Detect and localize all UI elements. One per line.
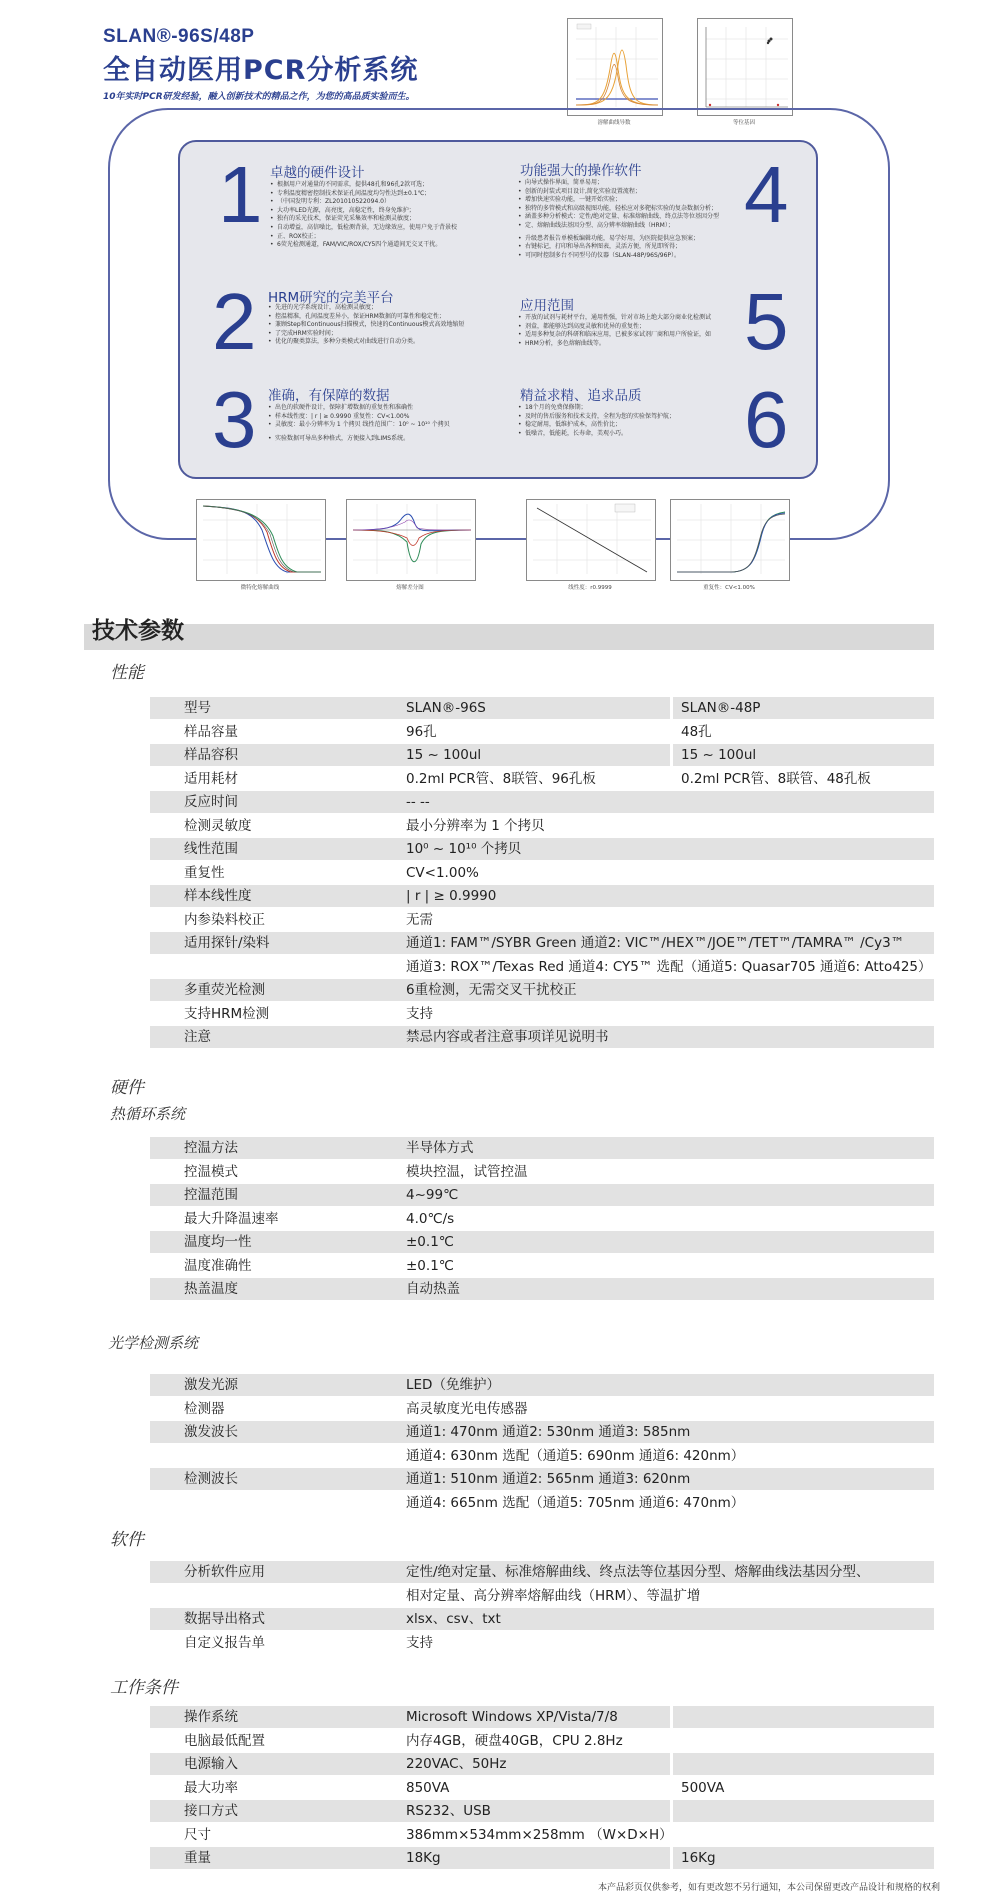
- melt-derivative-thumbnail: [567, 18, 663, 116]
- feature-bullet: • 创新的封装式项目设计,简化实验设置流程；: [518, 188, 719, 197]
- spec-row: [150, 1561, 934, 1583]
- spec-label: 热盖温度: [184, 1281, 238, 1297]
- feature-title: 应用范围: [520, 298, 574, 314]
- spec-label: 温度均一性: [184, 1234, 252, 1250]
- spec-value: 通道1: 510nm 通道2: 565nm 通道3: 620nm: [406, 1471, 691, 1487]
- product-model: SLAN®-96S/48P: [103, 26, 255, 47]
- spec-value: ±0.1℃: [406, 1234, 454, 1250]
- spec-label: 线性范围: [184, 841, 238, 857]
- spec-value: 通道4: 630nm 选配（通道5: 690nm 通道6: 420nm）: [406, 1447, 745, 1464]
- spec-label: 注意: [184, 1029, 211, 1045]
- spec-value-alt: 48孔: [670, 721, 712, 743]
- spec-value: -- --: [406, 794, 430, 810]
- spec-label: 最大功率: [184, 1779, 238, 1796]
- spec-row: [150, 1706, 934, 1728]
- spec-label: 最大升降温速率: [184, 1210, 279, 1227]
- section-software: 软件: [110, 1530, 144, 1550]
- spec-value: 半导体方式: [406, 1140, 474, 1156]
- allele-thumbnail: [697, 18, 793, 116]
- spec-value: ±0.1℃: [406, 1257, 454, 1274]
- spec-label: 控温模式: [184, 1163, 238, 1180]
- spec-label: 检测灵敏度: [184, 817, 252, 834]
- melt-difference-thumbnail: [346, 499, 476, 581]
- spec-value: xlsx、csv、txt: [406, 1611, 501, 1627]
- spec-label: 重量: [184, 1850, 211, 1866]
- spec-title: 技术参数: [92, 618, 184, 644]
- feature-bullet: • 剂盒，都能够达到高度灵敏和优异的重复性；: [518, 323, 711, 332]
- spec-value: 4.0℃/s: [406, 1210, 455, 1227]
- feature-number: 2: [212, 277, 257, 366]
- feature-number: 3: [212, 375, 257, 464]
- spec-row: [150, 1374, 934, 1396]
- spec-value: 禁忌内容或者注意事项详见说明书: [406, 1029, 609, 1045]
- spec-label: 检测波长: [184, 1471, 238, 1487]
- feature-bullets: [518, 179, 719, 260]
- spec-label: 重复性: [184, 864, 225, 881]
- spec-label: 样品容量: [184, 723, 238, 740]
- feature-title: 卓越的硬件设计: [270, 165, 365, 181]
- spec-value: 模块控温，试管控温: [406, 1163, 528, 1180]
- melt-curve-thumbnail: [196, 499, 326, 581]
- feature-bullet: • 了完成HRM实验时间；: [268, 330, 464, 339]
- spec-label: 操作系统: [184, 1709, 238, 1725]
- spec-value: 自动热盖: [406, 1281, 460, 1297]
- feature-number: 4: [744, 150, 789, 239]
- spec-value: 850VA: [406, 1779, 450, 1796]
- spec-row: [150, 1208, 934, 1230]
- spec-label: 型号: [184, 700, 211, 716]
- spec-row: [150, 1492, 934, 1514]
- spec-label: 分析软件应用: [184, 1564, 265, 1580]
- feature-title: HRM研究的完美平台: [268, 290, 394, 306]
- spec-value-alt: 16Kg: [670, 1847, 716, 1869]
- spec-value: 0.2ml PCR管、8联管、96孔板: [406, 770, 596, 787]
- spec-row: [150, 1824, 934, 1846]
- feature-bullet: • 先进的光学系统设计，高检测灵敏度；: [268, 304, 464, 313]
- spec-value-alt: [670, 1730, 681, 1752]
- spec-value: RS232、USB: [406, 1803, 491, 1819]
- spec-label: 反应时间: [184, 794, 238, 810]
- spec-row: [150, 1137, 934, 1159]
- feature-bullet: • 实验数据可导出多种格式，方便接入到LIMS系统。: [268, 435, 450, 444]
- feature-bullets: [268, 404, 450, 443]
- spec-row: [150, 1468, 934, 1490]
- spec-row: [150, 1632, 934, 1654]
- section-thermal: 热循环系统: [110, 1105, 186, 1123]
- spec-row: [150, 1585, 934, 1607]
- spec-value: 支持: [406, 1634, 433, 1651]
- spec-label: 电源输入: [184, 1756, 238, 1772]
- spec-value: 内存4GB，硬盘40GB，CPU 2.8Hz: [406, 1732, 623, 1749]
- feature-bullet: • 可同时控制多台不同型号的仪器（SLAN-48P/96S/96P）。: [518, 252, 719, 261]
- spec-value: 通道1: FAM™/SYBR Green 通道2: VIC™/HEX™/JOE™/TET™/TAMRA™ /Cy3™: [406, 935, 905, 951]
- feature-bullet: • 增加快速实验功能，一键开始实验；: [518, 196, 719, 205]
- melt-derivative-caption: 溶解曲线导数: [597, 120, 631, 126]
- spec-value: 相对定量、高分辨率熔解曲线（HRM）、等温扩增: [406, 1587, 701, 1604]
- feature-bullet: • HRM分析，多色熔解曲线等。: [518, 340, 711, 349]
- spec-value: 4~99℃: [406, 1187, 459, 1203]
- feature-number: 1: [218, 150, 263, 239]
- spec-value-alt: [670, 1824, 681, 1846]
- feature-bullets: [518, 404, 675, 438]
- spec-row: [150, 721, 934, 743]
- spec-label: 适用耗材: [184, 770, 238, 787]
- feature-bullet: • 向导式操作界面，简单易用；: [518, 179, 719, 188]
- spec-value: 通道1: 470nm 通道2: 530nm 通道3: 585nm: [406, 1424, 691, 1440]
- spec-value: 高灵敏度光电传感器: [406, 1400, 528, 1417]
- spec-row: [150, 744, 934, 766]
- linearity-caption: 线性度：r0.9999: [568, 585, 612, 591]
- spec-label: 温度准确性: [184, 1257, 252, 1274]
- feature-bullet: • 灵敏度：最小分辨率为 1 个拷贝 线性范围广：10⁰ ~ 10¹⁰ 个拷贝: [268, 421, 450, 430]
- linearity-thumbnail: [526, 499, 656, 581]
- product-title: 全自动医用PCR分析系统: [103, 55, 419, 86]
- melt-difference-caption: 熔解差分图: [396, 585, 424, 591]
- feature-bullet: • 根据用户对通量的不同需求，提供48孔和96孔2款可选；: [270, 181, 457, 190]
- spec-value: 96孔: [406, 723, 437, 740]
- spec-value: 15 ~ 100ul: [406, 747, 482, 763]
- spec-value-alt: [670, 1753, 681, 1775]
- spec-row: [150, 1026, 934, 1048]
- spec-value: LED（免维护）: [406, 1377, 500, 1393]
- spec-value-alt: [670, 1800, 681, 1822]
- spec-value-alt: 15 ~ 100ul: [670, 744, 756, 766]
- feature-bullet: • 升级患者报告单模板编辑功能，易学好用，为医院提供应急预案；: [518, 235, 719, 244]
- spec-row: [150, 909, 934, 931]
- section-optical: 光学检测系统: [108, 1334, 199, 1352]
- spec-row: [150, 1231, 934, 1253]
- spec-row: [150, 1161, 934, 1183]
- spec-row: [150, 1255, 934, 1277]
- spec-row: [150, 1800, 934, 1822]
- feature-number: 5: [744, 277, 789, 366]
- spec-label: 激发波长: [184, 1424, 238, 1440]
- spec-row: [150, 1398, 934, 1420]
- feature-bullet: • 正、ROX校正；: [270, 233, 457, 242]
- spec-label: 样本线性度: [184, 888, 252, 904]
- spec-value: 通道4: 665nm 选配（通道5: 705nm 通道6: 470nm）: [406, 1494, 745, 1511]
- spec-row: [150, 1847, 934, 1869]
- spec-row: [150, 838, 934, 860]
- feature-bullet: • 开放的试剂与耗材平台，通用性强，针对市场上绝大部分商业化检测试: [518, 314, 711, 323]
- feature-bullet: • 独有的采光技术，保证荧光采集效率和检测灵敏度；: [270, 215, 457, 224]
- feature-bullet: • 18个月的免费保修期；: [518, 404, 675, 413]
- feature-title: 功能强大的操作软件: [520, 163, 642, 179]
- spec-row: [150, 1003, 934, 1025]
- spec-value: SLAN®-96S: [406, 700, 486, 716]
- spec-value-alt: SLAN®-48P: [670, 697, 760, 719]
- spec-value: 定性/绝对定量、标准熔解曲线、终点法等位基因分型、熔解曲线法基因分型、: [406, 1564, 870, 1580]
- feature-bullet: • 兼顾Step和Continuous扫描模式，快速的Continuous模式高效地缩短: [268, 321, 464, 330]
- spec-row: [150, 979, 934, 1001]
- spec-value: Microsoft Windows XP/Vista/7/8: [406, 1709, 618, 1725]
- feature-bullet: • 专利温度精密控制技术保证孔间温度均匀性达到±0.1℃；: [270, 190, 457, 199]
- repeatability-caption: 重复性：CV<1.00%: [703, 585, 755, 591]
- spec-value-alt: 0.2ml PCR管、8联管、48孔板: [670, 768, 871, 790]
- spec-value: 6重检测，无需交叉干扰校正: [406, 982, 577, 998]
- spec-value-alt: [670, 1706, 681, 1728]
- spec-row: [150, 932, 934, 954]
- feature-bullets: [518, 314, 711, 348]
- footer-disclaimer: 本产品彩页仅供参考，如有更改恕不另行通知，本公司保留更改产品设计和规格的权利: [597, 1883, 940, 1893]
- spec-title-bar: [84, 624, 934, 650]
- feature-bullet: • 6荧光检测通道，FAM/VIC/ROX/CY5四个通道间无交叉干扰。: [270, 241, 457, 250]
- feature-bullet: • 优化的聚类算法，多种分类模式对曲线进行自动分类。: [268, 338, 464, 347]
- feature-bullets: [268, 304, 464, 347]
- feature-number: 6: [744, 375, 789, 464]
- feature-bullet: • 出色的软硬件设计，保障扩增数据的重复性和准确性: [268, 404, 450, 413]
- spec-label: 内参染料校正: [184, 911, 265, 928]
- spec-label: 激发光源: [184, 1377, 238, 1393]
- spec-label: 接口方式: [184, 1803, 238, 1819]
- spec-value: 18Kg: [406, 1850, 441, 1866]
- spec-value-alt: 500VA: [670, 1777, 724, 1799]
- feature-bullet: • （中国发明专利：ZL201010522094.0）: [270, 198, 457, 207]
- feature-bullet: • 及时的售后服务和技术支持，全程为您的实验保驾护航；: [518, 413, 675, 422]
- spec-row: [150, 697, 934, 719]
- spec-value: 无需: [406, 911, 433, 928]
- spec-label: 适用探针/染料: [184, 935, 270, 951]
- spec-row: [150, 1421, 934, 1443]
- feature-bullets: [270, 181, 457, 250]
- section-performance: 性能: [110, 663, 144, 683]
- spec-value: 支持: [406, 1005, 433, 1022]
- spec-label: 电脑最低配置: [184, 1732, 265, 1749]
- spec-value: 通道3: ROX™/Texas Red 通道4: CY5™ 选配（通道5: Quasar705 通道6: Atto425）: [406, 958, 932, 975]
- spec-row: [150, 768, 934, 790]
- spec-label: 自定义报告单: [184, 1634, 265, 1651]
- spec-row: [150, 815, 934, 837]
- feature-bullet: • 右键标记，打印和导出各种图表，灵活方便，所见即所得；: [518, 243, 719, 252]
- spec-value: CV<1.00%: [406, 864, 479, 881]
- spec-row: [150, 1608, 934, 1630]
- feature-bullet: • 控温精准，孔间温度差异小，保证HRM数据的可靠性和稳定性；: [268, 313, 464, 322]
- allele-caption: 等位基因: [732, 120, 755, 126]
- spec-row: [150, 956, 934, 978]
- spec-label: 控温方法: [184, 1140, 238, 1156]
- spec-row: [150, 1777, 934, 1799]
- feature-title: 精益求精、追求品质: [520, 388, 642, 404]
- spec-value: 10⁰ ~ 10¹⁰ 个拷贝: [406, 841, 522, 857]
- spec-label: 多重荧光检测: [184, 982, 265, 998]
- spec-row: [150, 1184, 934, 1206]
- spec-label: 样品容积: [184, 747, 238, 763]
- melt-curve-caption: 微特化熔解曲线: [240, 585, 280, 591]
- spec-value: 最小分辨率为 1 个拷贝: [406, 817, 545, 834]
- feature-title: 准确，有保障的数据: [268, 388, 390, 404]
- spec-label: 控温范围: [184, 1187, 238, 1203]
- feature-bullet: • 样本线性度：| r | ≥ 0.9990 重复性：CV<1.00%: [268, 413, 450, 422]
- spec-value: | r | ≥ 0.9990: [406, 888, 497, 904]
- spec-row: [150, 1753, 934, 1775]
- spec-value: 220VAC、50Hz: [406, 1756, 507, 1772]
- repeatability-thumbnail: [670, 499, 790, 581]
- product-subtitle: 10年实时PCR研发经验，融入创新技术的精品之作，为您的高品质实验而生。: [103, 92, 415, 102]
- spec-value: 386mm×534mm×258mm （W×D×H）: [406, 1826, 673, 1843]
- feature-bullet: • 稳定耐用，低维护成本，高性价比；: [518, 421, 675, 430]
- section-hardware: 硬件: [110, 1078, 144, 1098]
- section-conditions: 工作条件: [110, 1678, 178, 1698]
- spec-row: [150, 1730, 934, 1752]
- spec-label: 支持HRM检测: [184, 1005, 270, 1022]
- spec-label: 尺寸: [184, 1826, 211, 1843]
- feature-bullet: • 独特的多管模式和高级视图功能，轻松应对多靶标实验的复杂数据分析；: [518, 205, 719, 214]
- feature-bullet: • 定、熔解曲线法基因分型、高分辨率熔解曲线（HRM）；: [518, 222, 719, 231]
- spec-row: [150, 1445, 934, 1467]
- feature-bullet: • 低噪音，低能耗，长寿命，美观小巧。: [518, 430, 675, 439]
- feature-bullet: • 大功率LED光源，高亮度，高稳定性，终身免维护；: [270, 207, 457, 216]
- spec-label: 数据导出格式: [184, 1611, 265, 1627]
- feature-bullet: • 涵盖多种分析模式：定性/绝对定量、标准熔解曲线、终点法等位基因分型: [518, 213, 719, 222]
- spec-label: 检测器: [184, 1400, 225, 1417]
- spec-row: [150, 885, 934, 907]
- feature-bullet: • 自动增益，高信噪比，低检测背景，无边缘效应，使用户免于背景校: [270, 224, 457, 233]
- spec-row: [150, 862, 934, 884]
- feature-bullet: • 适用多种复杂的科研和临床应用，已被多家试剂厂商和用户所验证，如: [518, 331, 711, 340]
- spec-row: [150, 1278, 934, 1300]
- spec-row: [150, 791, 934, 813]
